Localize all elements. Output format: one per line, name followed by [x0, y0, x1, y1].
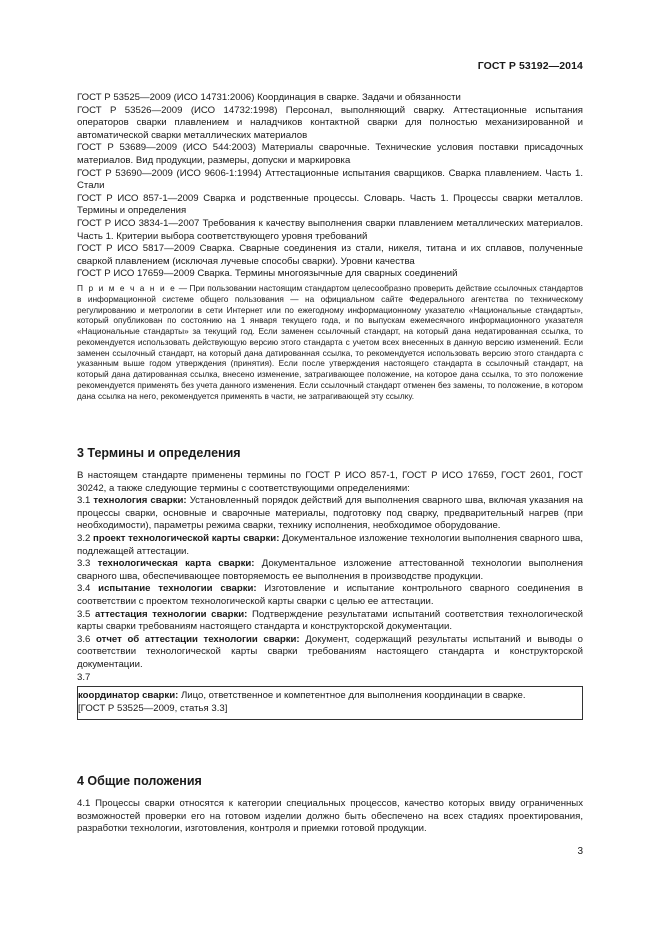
term-name: аттестация технологии сварки: — [94, 608, 248, 620]
term-name: координатор сварки: — [78, 690, 179, 702]
term-3-7-number: 3.7 — [77, 671, 91, 683]
term-definition: 3.3 технологическая карта сварки: Документальное изложение аттестованной технологии выполнения сварного шва, обеспечивающее повторяемость ее выполнения в производстве продукции. — [77, 558, 583, 582]
term-definition: 3.6 отчет об аттестации технологии сварки: Документ, содержащий результаты испытаний и выводы о соответствии технологической карты сварки требованиям настоящего стандарта и конструкторской документации. — [77, 633, 584, 670]
reference-item: ГОСТ Р 53690—2009 (ИСО 9606-1:1994) Аттестационные испытания сварщиков. Сварка плавлением. Часть 1. Стали — [77, 167, 583, 192]
term-name: испытание технологии сварки: — [98, 583, 257, 595]
term-name: технология сварки: — [93, 495, 187, 507]
reference-item: ГОСТ Р 53525—2009 (ИСО 14731:2006) Координация в сварке. Задачи и обязанности — [77, 92, 461, 103]
note-text: — При пользовании настоящим стандартом целесообразно проверить действие ссылочных стандартов в информационной системе общего пользования — на официальном сайте Федерального агентства по техническому регулированию и метрологии в сети Интернет или по ежегодному информационному указателю «Национальные стандарты», который опубликован по состоянию на 1 января текущего года, и по выпускам ежемесячного информационного указателя «Национальные стандарты» за текущий год. Если заменен ссылочный стандарт, на который дана недатированная ссылка, то рекомендуется использовать действующую версию этого стандарта с учетом всех внесенных в данную версию изменений. Если заменен ссылочный стандарт, на который дана датированная ссылка, то рекомендуется использовать версию этого стандарта с указанным выше годом утверждения (принятия). Если после утверждения настоящего стандарта в ссылочный стандарт, на который дана датированная ссылка, внесено изменение, затрагивающее положение, на которое дана ссылка, то это положение рекомендуется применять без учета данного изменения. Если ссылочный стандарт отменен без замены, то положение, в котором дана ссылка на него, рекомендуется применять в части, не затрагивающей эту ссылку. — [77, 282, 583, 401]
section-3-title: 3 Термины и определения — [77, 446, 241, 460]
term-source: [ГОСТ Р 53525—2009, статья 3.3] — [78, 702, 228, 714]
normative-references — [77, 92, 583, 402]
term-3-7-frame — [77, 686, 583, 720]
term-name: проект технологической карты сварки: — [93, 532, 280, 544]
term-definition: координатор сварки: Лицо, ответственное и компетентное для выполнения координации в сварке. — [78, 690, 526, 702]
reference-item: ГОСТ Р ИСО 857-1—2009 Сварка и родственные процессы. Словарь. Часть 1. Процессы сварки металлов. Термины и определения — [77, 192, 583, 217]
reference-item: ГОСТ Р 53689—2009 (ИСО 544:2003) Материалы сварочные. Технические условия поставки присадочных материалов. Вид продукции, размеры, допуски и маркировка — [77, 142, 583, 166]
reference-item: ГОСТ Р ИСО 3834-1—2007 Требования к качеству выполнения сварки плавлением металлических материалов. Часть 1. Критерии выбора соответствующего уровня требований — [77, 217, 583, 242]
section-3-intro: В настоящем стандарте применены термины по ГОСТ Р ИСО 857-1, ГОСТ Р ИСО 17659, ГОСТ 2601, ГОСТ 30242, а также следующие термины с соответствующими определениями: — [77, 470, 583, 494]
term-definition: 3.1 технология сварки: Установленный порядок действий для выполнения сварного шва, включая указания на процессы сварки, основные и сварочные материалы, подготовку под сварку, предварительный нагрев (при необходимости), параметры режима сварки, технику исполнения, необходимое оборудование. — [77, 495, 584, 532]
term-name: технологическая карта сварки: — [97, 558, 255, 570]
reference-item: ГОСТ Р 53526—2009 (ИСО 14732:1998) Персонал, выполняющий сварку. Аттестационные испытания операторов сварки плавлением и наладчиков контактной сварки для полностью механизированной и автоматической сварки металлических материалов — [77, 104, 583, 141]
term-name: отчет об аттестации технологии сварки: — [96, 633, 300, 645]
references-note — [77, 283, 583, 402]
section-4-title: 4 Общие положения — [77, 774, 202, 788]
reference-item: ГОСТ Р ИСО 17659—2009 Сварка. Термины многоязычные для сварных соединений — [77, 268, 458, 280]
term-definition: 3.4 испытание технологии сварки: Изготовление и испытание контрольного сварного соединения в соответствии с проектом технологической карты сварки с целью ее аттестации. — [77, 583, 583, 607]
section-4-body — [77, 798, 583, 836]
reference-item: ГОСТ Р ИСО 5817—2009 Сварка. Сварные соединения из стали, никеля, титана и их сплавов, полученные сваркой плавлением (исключая лучевые способы сварки). Уровни качества — [77, 243, 583, 267]
term-definition: 3.5 аттестация технологии сварки: Подтверждение результатами испытаний соответствия технологической карты сварки требованиям настоящего стандарта и конструкторской документации. — [77, 608, 583, 633]
document-id-header: ГОСТ Р 53192—2014 — [477, 60, 583, 72]
term-definition: 3.2 проект технологической карты сварки: Документальное изложение технологии выполнения сварного шва, подлежащей аттестации. — [77, 532, 583, 557]
section-3-body — [77, 470, 583, 720]
note-label: П р и м е ч а н и е — [77, 282, 177, 293]
page-number: 3 — [577, 846, 583, 857]
section-4-paragraph: 4.1 Процессы сварки относятся к категории специальных процессов, качество которых ввиду ограниченных возможностей проверки его на готовом изделии должно быть обеспечено на всех стадиях проектирования, разработки технологии, изготовления, контроля и приемки готовой продукции. — [77, 798, 583, 835]
